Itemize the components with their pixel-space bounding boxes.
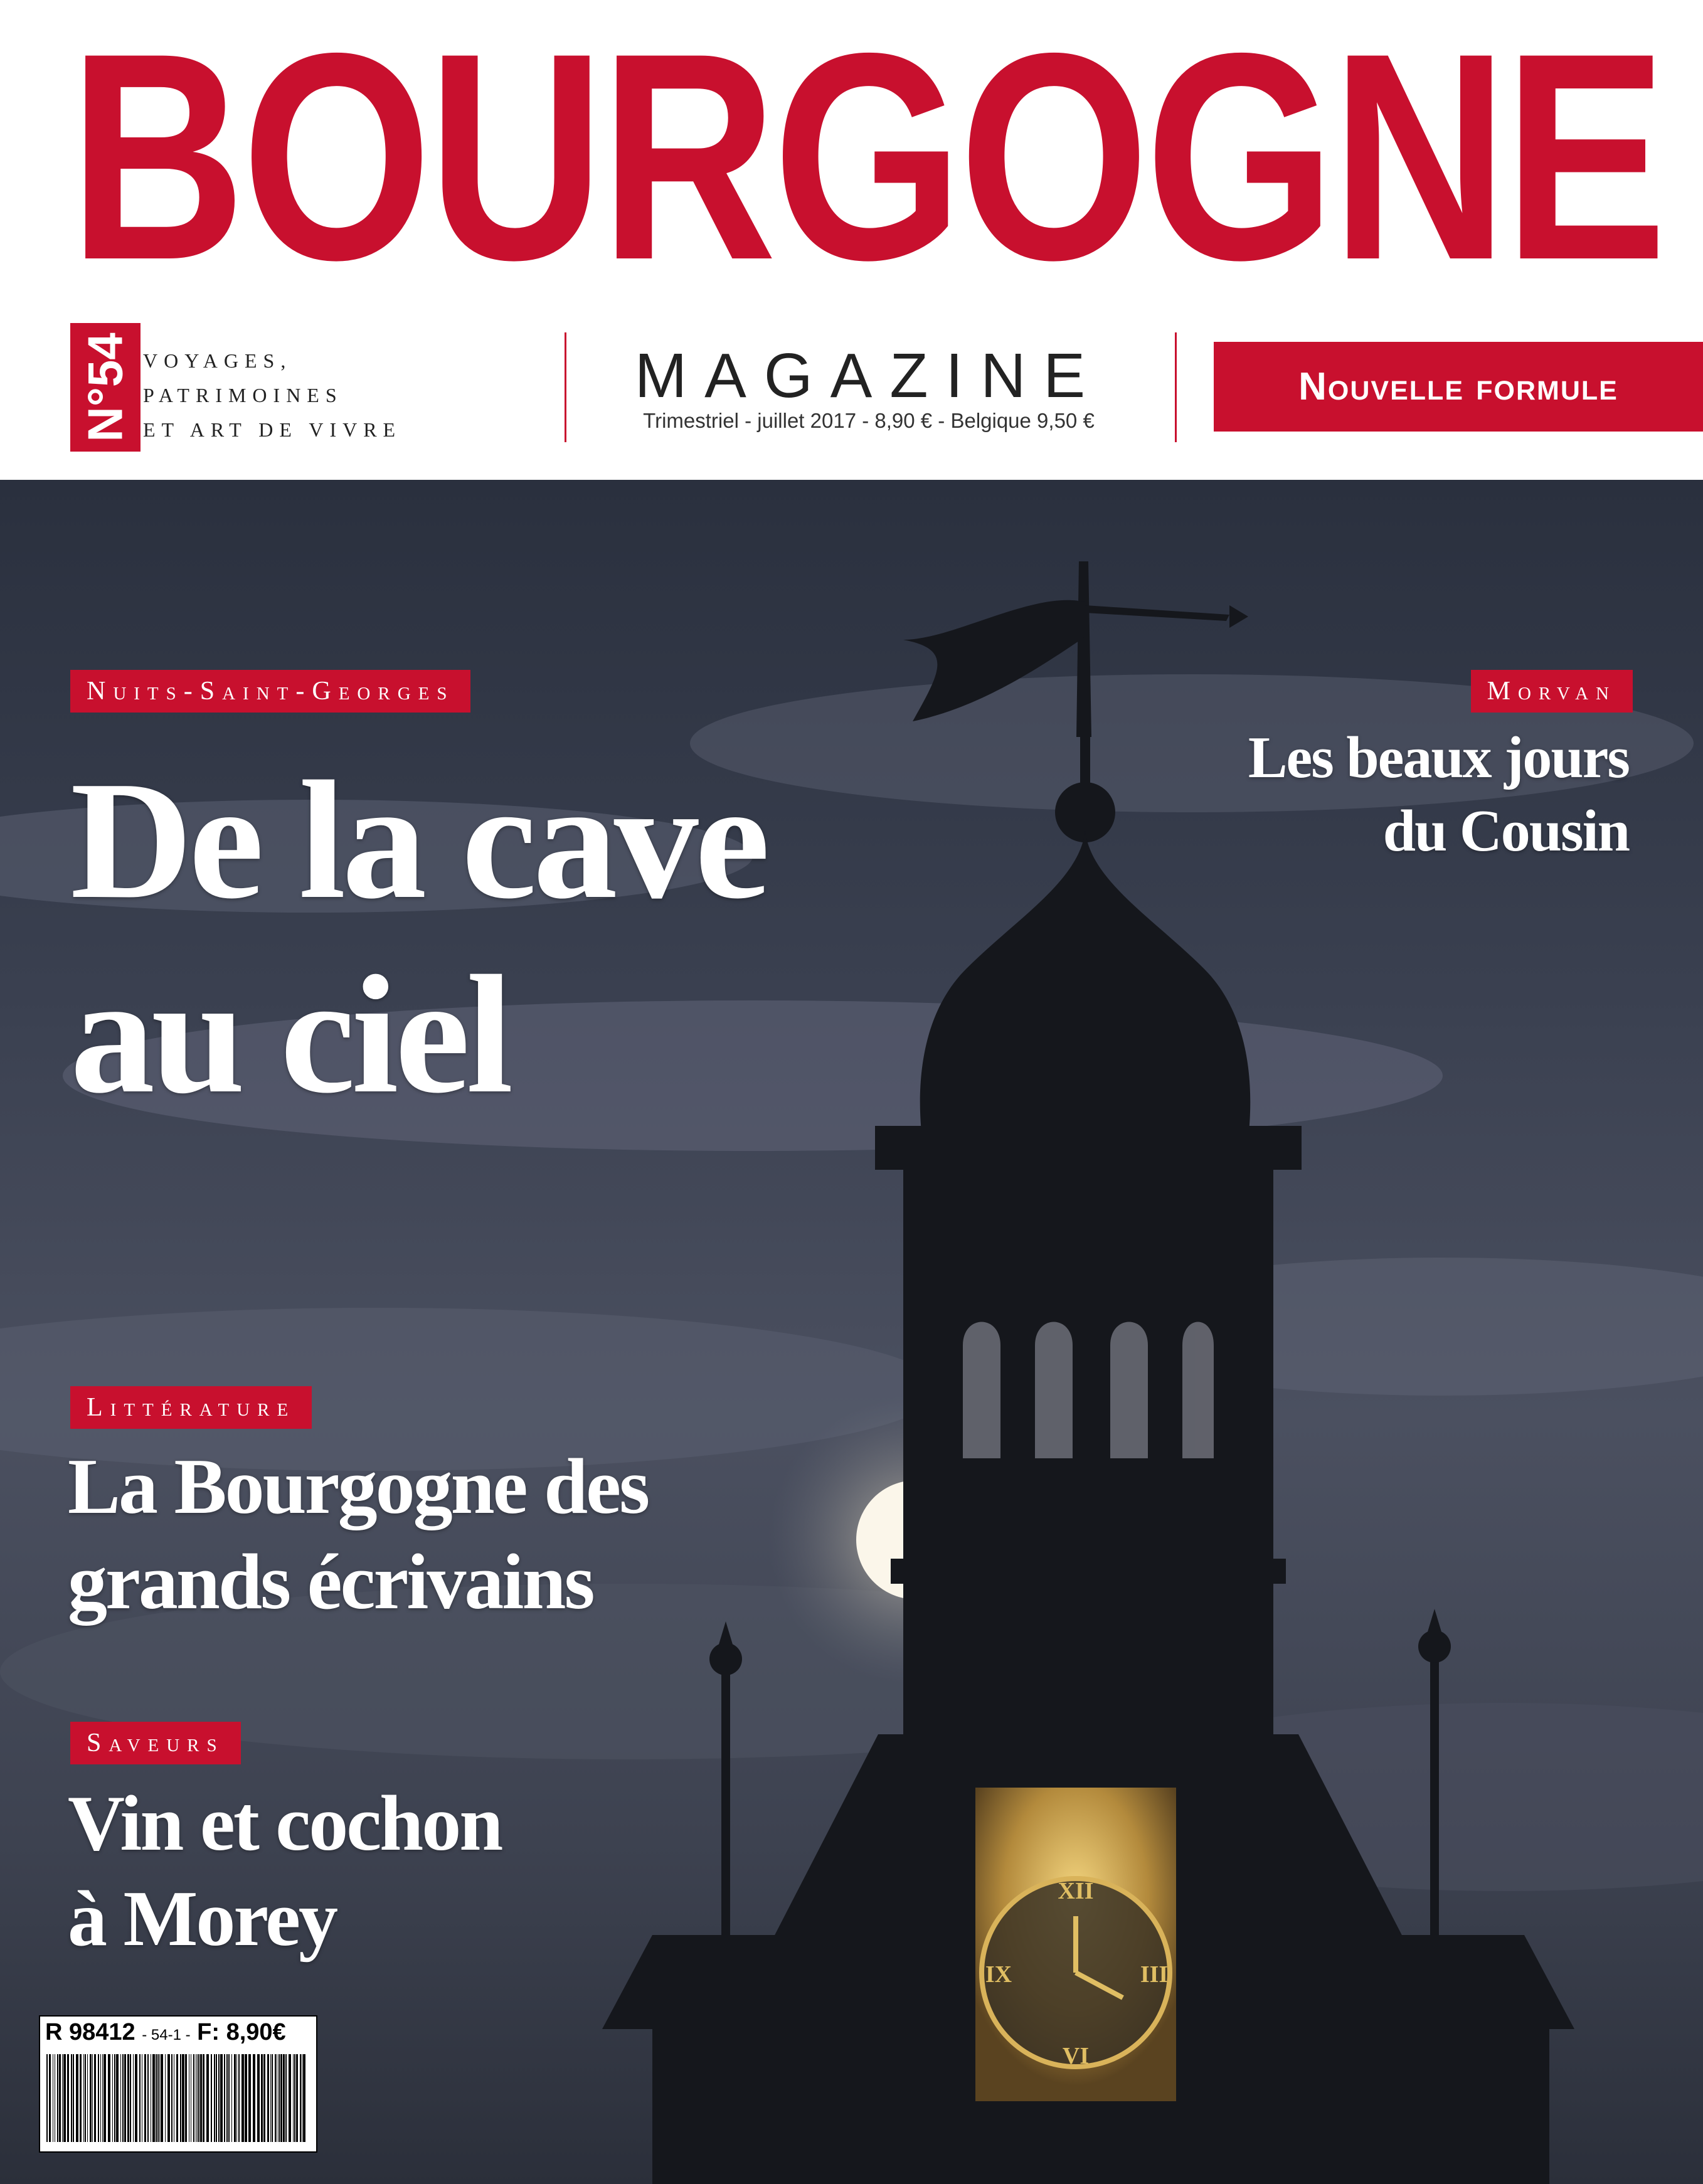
barcode-bar [261,2054,263,2142]
barcode-bar [238,2054,240,2142]
clock [975,1788,1176,2101]
svg-text:VI: VI [1062,2043,1090,2069]
kicker-saveurs: Saveurs [70,1722,241,1764]
barcode-bar [185,2054,187,2142]
barcode-bar [161,2054,163,2142]
barcode-bar [135,2054,137,2142]
kicker-litterature: Littérature [70,1386,312,1429]
barcode-bar [144,2054,146,2142]
barcode-bar [103,2054,106,2142]
barcode-sub: - 54-1 - [142,2027,191,2044]
barcode-bar [206,2054,209,2142]
magazine-title: BOURGOGNE [69,0,1663,321]
svg-text:XII: XII [1058,1878,1094,1904]
svg-text:IX: IX [985,1961,1012,1988]
magazine-subtitle: MAGAZINE [634,341,1103,411]
barcode-bar [253,2054,255,2142]
barcode-bar [112,2054,113,2142]
barcode-bar [167,2054,170,2142]
barcode-bar [80,2054,82,2142]
masthead [0,0,1703,480]
divider [1175,332,1177,442]
barcode-bar [67,2054,69,2142]
barcode-bar [130,2054,131,2142]
barcode-bar [300,2054,301,2142]
barcode-bar [197,2054,198,2142]
tagline [143,344,457,447]
barcode-bar [303,2054,305,2142]
barcode-bar [275,2054,276,2142]
tagline-line: VOYAGES, [143,349,292,372]
barcode-bar [171,2054,172,2142]
barcode-bar [62,2054,63,2142]
svg-text:III: III [1140,1961,1169,1988]
barcode-bar [280,2054,282,2142]
barcode-bar [267,2054,269,2142]
barcode-bar [296,2054,298,2142]
barcode-bar [165,2054,166,2142]
headline-line: Vin et cochon [68,1780,502,1867]
morvan-headline [1248,721,1629,868]
barcode-code: R 98412 [45,2019,135,2045]
barcode-bar [211,2054,212,2142]
barcode-bar [294,2054,295,2142]
barcode-bar [71,2054,72,2142]
main-headline [70,743,767,1132]
barcode-bars [45,2054,309,2142]
barcode-bar [63,2054,66,2142]
barcode-bar [127,2054,129,2142]
new-formula-badge: Nouvelle formule [1214,342,1703,432]
barcode-bar [122,2054,124,2142]
barcode-bar [57,2054,58,2142]
barcode-bar [108,2054,110,2142]
barcode-bar [116,2054,119,2142]
headline-line: du Cousin [1382,798,1629,864]
barcode-bar [159,2054,160,2142]
headline-line: grands écrivains [68,1539,593,1626]
barcode-bar [176,2054,178,2142]
price-line: Trimestriel - juillet 2017 - 8,90 € - Belgique 9,50 € [643,409,1095,432]
barcode-bar [245,2054,247,2142]
barcode-bar [248,2054,251,2142]
litterature-headline [68,1439,648,1630]
barcode-bar [92,2054,93,2142]
barcode-bar [139,2054,141,2142]
barcode-price: F: 8,90€ [197,2019,286,2045]
headline-line: au ciel [70,941,510,1128]
barcode-bar [283,2054,285,2142]
headline-line: De la cave [70,746,767,934]
barcode-bar [224,2054,225,2142]
barcode-bar [241,2054,244,2142]
barcode-bar [257,2054,260,2142]
barcode-bar [270,2054,271,2142]
barcode-bar [152,2054,155,2142]
barcode-bar [289,2054,291,2142]
barcode-bar [94,2054,96,2142]
barcode-bar [203,2054,204,2142]
tagline-line: PATRIMOINES [143,384,343,406]
barcode-bar [293,2054,294,2142]
barcode-bar [200,2054,202,2142]
headline-line: Les beaux jours [1248,725,1629,790]
barcode-bar [182,2054,184,2142]
barcode-bar [46,2054,48,2142]
barcode-bar [124,2054,126,2142]
barcode-bar [49,2054,51,2142]
issue-number: N°54 [77,332,133,442]
barcode-bar [85,2054,86,2142]
barcode-bar [120,2054,121,2142]
barcode-bar [157,2054,159,2142]
barcode-bar [228,2054,230,2142]
barcode-bar [102,2054,103,2142]
barcode-box [39,2015,317,2153]
barcode-bar [180,2054,181,2142]
barcode-bar [236,2054,237,2142]
kicker-morvan: Morvan [1471,670,1633,713]
barcode-bar [279,2054,280,2142]
tagline-line: ET ART DE VIVRE [143,418,402,441]
barcode-bar [59,2054,61,2142]
barcode-bar [114,2054,115,2142]
headline-line: à Morey [68,1875,336,1963]
barcode-bar [220,2054,223,2142]
headline-line: La Bourgogne des [68,1443,649,1530]
barcode-bar [272,2054,273,2142]
barcode-bar [100,2054,101,2142]
barcode-bar [133,2054,134,2142]
barcode-bar [83,2054,84,2142]
barcode-bar [234,2054,236,2142]
saveurs-headline [68,1776,501,1967]
barcode-bar [216,2054,217,2142]
issue-number-badge [70,323,141,452]
barcode-bar [214,2054,215,2142]
barcode-bar [263,2054,265,2142]
barcode-bar [198,2054,199,2142]
barcode-bar [73,2054,74,2142]
barcode-bar [90,2054,92,2142]
barcode-bar [193,2054,194,2142]
divider [565,332,566,442]
barcode-label [45,2019,286,2046]
barcode-bar [218,2054,220,2142]
kicker-nuits-saint-georges: Nuits-Saint-Georges [70,670,470,713]
barcode-bar [87,2054,88,2142]
barcode-bar [231,2054,232,2142]
barcode-bar [226,2054,228,2142]
barcode-bar [147,2054,149,2142]
barcode-bar [285,2054,287,2142]
barcode-bar [98,2054,99,2142]
barcode-bar [156,2054,157,2142]
barcode-bar [76,2054,78,2142]
